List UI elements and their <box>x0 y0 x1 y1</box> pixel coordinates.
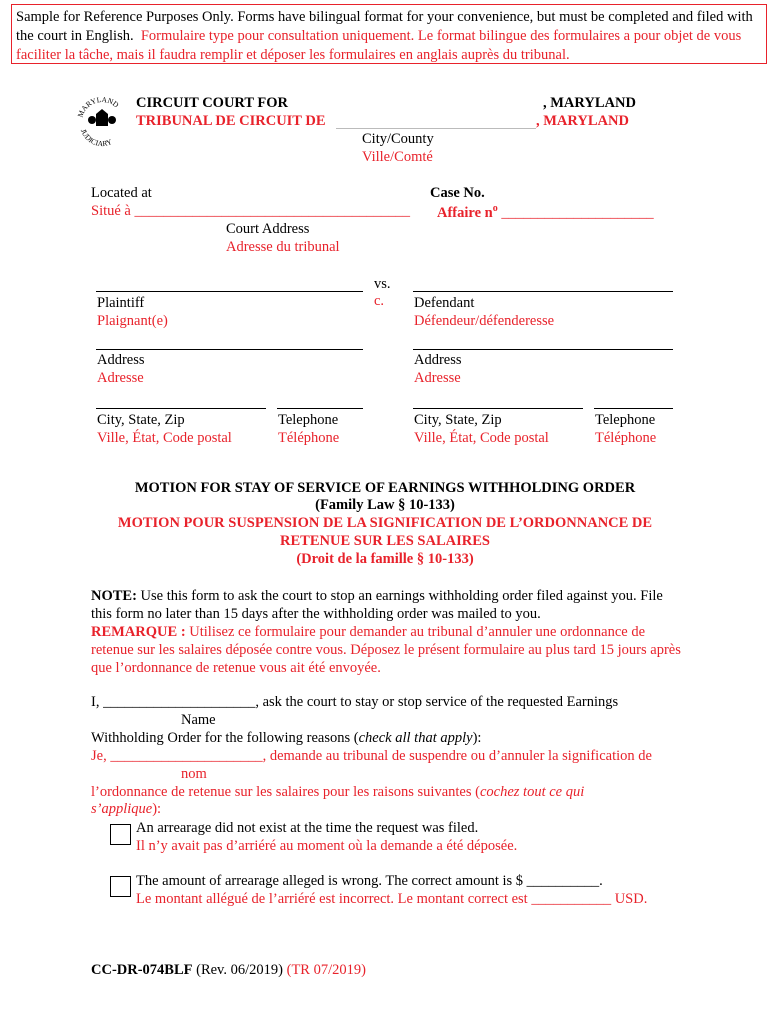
court-address-label-english: Court Address <box>226 221 310 237</box>
case-number-label: Case No. <box>430 185 485 201</box>
court-title-english: CIRCUIT COURT FOR <box>136 95 289 111</box>
no-arrearage-checkbox[interactable] <box>110 824 131 845</box>
note-english-text: Use this form to ask the court to stop an earnings withholding order filed against you. File this form no later than 15 days after the withholding order was mailed to you. <box>91 588 663 622</box>
request-english-line2 <box>91 730 481 747</box>
option-1-french: Il n’y avait pas d’arriéré au moment où la demande a été déposée. <box>136 838 518 854</box>
plaintiff-phone-line[interactable] <box>277 408 363 409</box>
option-2-french[interactable]: Le montant allégué de l’arriéré est incorrect. Le montant correct est ___________ USD. <box>136 891 648 907</box>
plaintiff-label-french: Plaignant(e) <box>97 313 168 329</box>
request-french-line2 <box>91 784 584 801</box>
note-english <box>91 587 686 623</box>
located-at-french-field[interactable]: Situé à ______________________________________ <box>91 203 410 219</box>
defendant-label-english: Defendant <box>414 295 475 311</box>
plaintiff-name-line[interactable] <box>96 291 363 292</box>
plaintiff-address-label-french: Adresse <box>97 370 144 386</box>
defendant-label-french: Défendeur/défenderesse <box>414 313 555 329</box>
request-french-line1[interactable]: Je, _____________________, demande au tribunal de suspendre ou d’annuler la signification de <box>91 748 652 764</box>
plaintiff-phone-label-french: Téléphone <box>278 430 340 446</box>
note-french-text: Utilisez ce formulaire pour demander au tribunal d’annuler une ordonnance de retenue sur les salaires déposée contre vous. Déposez le présent formulaire au plus tard 15 jours après que l’ordonnance de retenue vous ait été envoyée. <box>91 624 681 676</box>
reference-notice <box>11 4 767 64</box>
form-translation-revision: (TR 07/2019) <box>286 962 366 978</box>
plaintiff-city-label-french: Ville, État, Code postal <box>97 430 232 446</box>
city-county-label-french: Ville/Comté <box>362 149 433 165</box>
request-english-check-all: check all that apply <box>358 730 473 746</box>
form-number: CC-DR-074BLF <box>91 962 193 978</box>
defendant-address-label-english: Address <box>414 352 462 368</box>
defendant-phone-label-french: Téléphone <box>595 430 657 446</box>
seal-top-text: MARYLAND <box>76 94 121 119</box>
notice-french: Formulaire type pour consultation uniquement. Le format bilingue des formulaires a pour objet de vous faciliter la tâche, mais il faudra remplir et déposer les formulaires en anglais auprès du tribunal. <box>16 28 742 63</box>
defendant-phone-label-english: Telephone <box>595 412 656 428</box>
notice-english: Sample for Reference Purposes Only. Forms have bilingual format for your convenience, but must be completed and filed with the court in English. <box>16 9 753 44</box>
form-footer <box>91 962 366 979</box>
defendant-address-line[interactable] <box>413 349 673 350</box>
request-french-line3 <box>91 801 161 818</box>
state-french: , MARYLAND <box>536 113 629 129</box>
plaintiff-city-line[interactable] <box>96 408 266 409</box>
city-county-field-line[interactable] <box>336 128 536 129</box>
plaintiff-address-label-english: Address <box>97 352 145 368</box>
defendant-phone-line[interactable] <box>594 408 673 409</box>
versus-french: c. <box>374 293 385 309</box>
wrong-amount-checkbox[interactable] <box>110 876 131 897</box>
svg-text:JUDICIARY <box>79 128 114 149</box>
title-english-statute: (Family Law § 10-133) <box>315 497 455 513</box>
plaintiff-label-english: Plaintiff <box>97 295 145 311</box>
request-french-name-label: nom <box>181 766 207 782</box>
request-english-line2-end: ): <box>472 730 482 746</box>
seal-bottom-text: JUDICIARY <box>78 127 114 149</box>
defendant-city-label-french: Ville, État, Code postal <box>414 430 549 446</box>
title-french-statute: (Droit de la famille § 10-133) <box>296 551 474 567</box>
note-french-label: REMARQUE : <box>91 624 186 640</box>
note-english-label: NOTE: <box>91 588 137 604</box>
case-number-french-label: Affaire n <box>437 204 493 221</box>
defendant-name-line[interactable] <box>413 291 673 292</box>
defendant-address-label-french: Adresse <box>414 370 461 386</box>
title-french-line2: RETENUE SUR LES SALAIRES <box>280 533 490 549</box>
title-english: MOTION FOR STAY OF SERVICE OF EARNINGS WITHHOLDING ORDER <box>134 480 636 496</box>
request-french-check-all: cochez tout ce qui <box>479 784 585 800</box>
court-title-french: TRIBUNAL DE CIRCUIT DE <box>136 113 326 129</box>
request-english-line2-start: Withholding Order for the following reasons ( <box>91 730 359 746</box>
option-2-english[interactable]: The amount of arrearage alleged is wrong. The correct amount is $ __________. <box>136 873 603 889</box>
request-english-name-label: Name <box>181 712 216 728</box>
request-french-line3-end: ): <box>152 801 162 817</box>
request-french-applies: s’applique <box>91 801 153 817</box>
located-at-label: Located at <box>91 185 152 201</box>
plaintiff-phone-label-english: Telephone <box>278 412 339 428</box>
option-1-english: An arrearage did not exist at the time the request was filed. <box>136 820 479 836</box>
request-english-line1[interactable]: I, _____________________, ask the court to stay or stop service of the requested Earnings <box>91 694 619 710</box>
defendant-city-line[interactable] <box>413 408 583 409</box>
title-french-line1: MOTION POUR SUSPENSION DE LA SIGNIFICATION DE L’ORDONNANCE DE <box>117 515 653 531</box>
case-number-blank: _____________________ <box>501 204 654 221</box>
versus-english: vs. <box>374 276 391 292</box>
form-revision: (Rev. 06/2019) <box>192 962 287 978</box>
plaintiff-city-label-english: City, State, Zip <box>97 412 185 428</box>
case-number-french-field[interactable] <box>437 203 654 222</box>
court-address-label-french: Adresse du tribunal <box>226 239 340 255</box>
defendant-city-label-english: City, State, Zip <box>414 412 502 428</box>
city-county-label-english: City/County <box>362 131 434 147</box>
case-number-superscript: o <box>492 203 498 214</box>
request-french-line2-start: l’ordonnance de retenue sur les salaires pour les raisons suivantes ( <box>91 784 480 800</box>
maryland-judiciary-seal-icon <box>76 92 128 152</box>
state-english: , MARYLAND <box>543 95 636 111</box>
plaintiff-address-line[interactable] <box>96 349 363 350</box>
note-french <box>91 623 686 677</box>
